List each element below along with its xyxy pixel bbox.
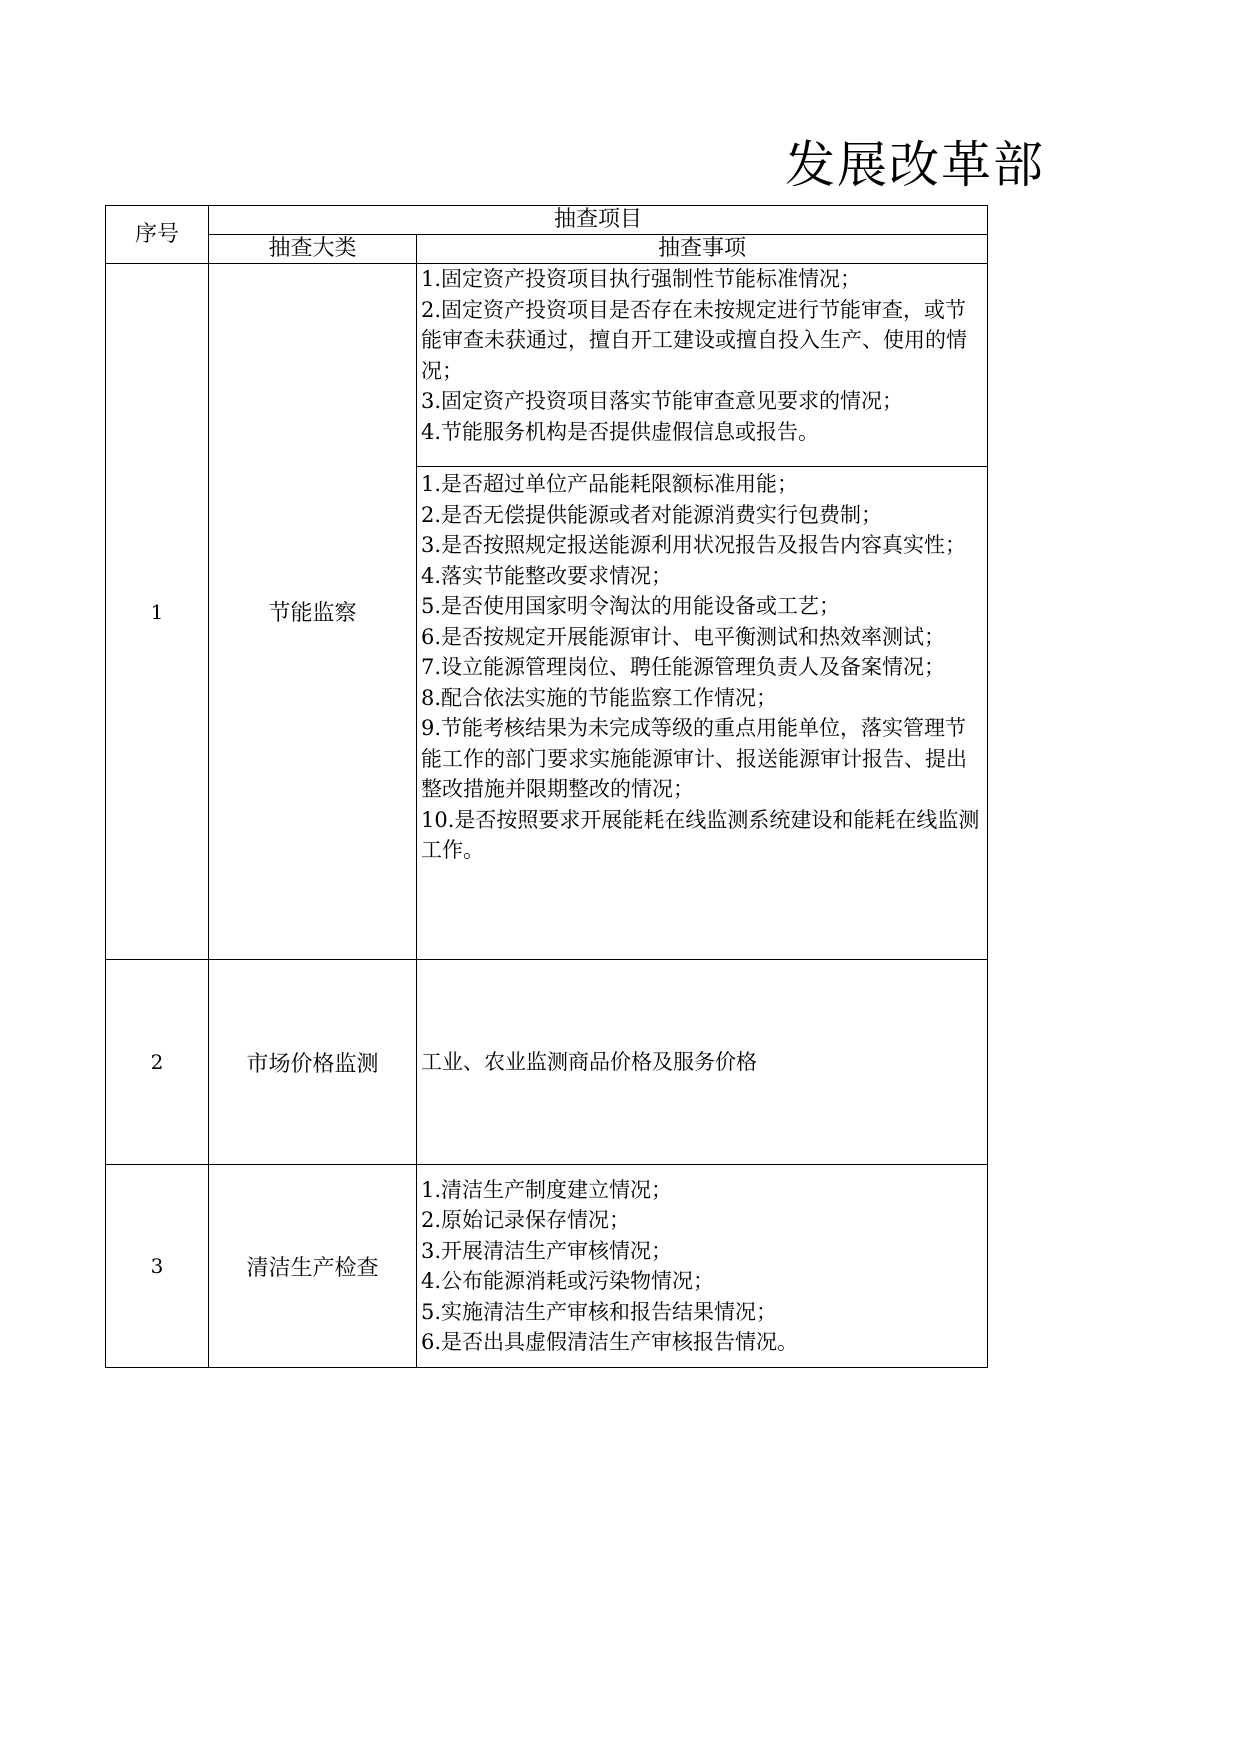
list-item: 1.清洁生产制度建立情况； bbox=[421, 1177, 673, 1202]
items-cell bbox=[417, 467, 988, 960]
list-item: 10.是否按照要求开展能耗在线监测系统建设和能耗在线监测工作。 bbox=[421, 807, 980, 862]
list-item: 3.开展清洁生产审核情况； bbox=[421, 1238, 673, 1263]
inspection-table bbox=[105, 205, 988, 1368]
row-category: 节能监察 bbox=[209, 264, 417, 960]
list-item: 7.设立能源管理岗位、聘任能源管理负责人及备案情况； bbox=[421, 655, 946, 679]
items-cell bbox=[417, 264, 988, 467]
header-items: 抽查事项 bbox=[417, 235, 988, 264]
list-item: 4.节能服务机构是否提供虚假信息或报告。 bbox=[421, 419, 820, 444]
items-cell bbox=[417, 960, 988, 1165]
row-number: 2 bbox=[106, 960, 209, 1165]
header-group: 抽查项目 bbox=[209, 206, 988, 235]
list-item: 2.原始记录保存情况； bbox=[421, 1208, 631, 1232]
list-item: 2.固定资产投资项目是否存在未按规定进行节能审查，或节能审查未获通过，擅自开工建设或擅自投入生产、使用的情况； bbox=[421, 297, 967, 383]
row-number: 1 bbox=[106, 264, 209, 960]
list-item: 9.节能考核结果为未完成等级的重点用能单位，落实管理节能工作的部门要求实施能源审计、报送能源审计报告、提出整改措施并限期整改的情况； bbox=[421, 716, 967, 801]
list-item: 3.固定资产投资项目落实节能审查意见要求的情况； bbox=[421, 389, 904, 413]
list-item: 1.固定资产投资项目执行强制性节能标准情况； bbox=[421, 267, 862, 291]
row-category: 市场价格监测 bbox=[209, 960, 417, 1165]
header-seq: 序号 bbox=[106, 206, 209, 264]
items-cell bbox=[417, 1165, 988, 1368]
list-item: 2.是否无偿提供能源或者对能源消费实行包费制； bbox=[421, 502, 883, 527]
list-item: 5.是否使用国家明令淘汰的用能设备或工艺； bbox=[421, 594, 841, 618]
list-item: 工业、农业监测商品价格及服务价格 bbox=[421, 1049, 757, 1074]
header-category: 抽查大类 bbox=[209, 235, 417, 264]
row-category: 清洁生产检查 bbox=[209, 1165, 417, 1368]
list-item: 3.是否按照规定报送能源利用状况报告及报告内容真实性； bbox=[421, 533, 967, 557]
page-title: 发展改革部 bbox=[785, 136, 1045, 194]
list-item: 6.是否按规定开展能源审计、电平衡测试和热效率测试； bbox=[421, 624, 946, 649]
list-item: 4.公布能源消耗或污染物情况； bbox=[421, 1269, 715, 1293]
list-item: 8.配合依法实施的节能监察工作情况； bbox=[421, 685, 778, 710]
list-item: 1.是否超过单位产品能耗限额标准用能； bbox=[421, 472, 799, 496]
row-number: 3 bbox=[106, 1165, 209, 1368]
list-item: 6.是否出具虚假清洁生产审核报告情况。 bbox=[421, 1330, 799, 1354]
list-item: 5.实施清洁生产审核和报告结果情况； bbox=[421, 1299, 778, 1324]
title-container bbox=[770, 120, 1045, 210]
list-item: 4.落实节能整改要求情况； bbox=[421, 563, 673, 588]
